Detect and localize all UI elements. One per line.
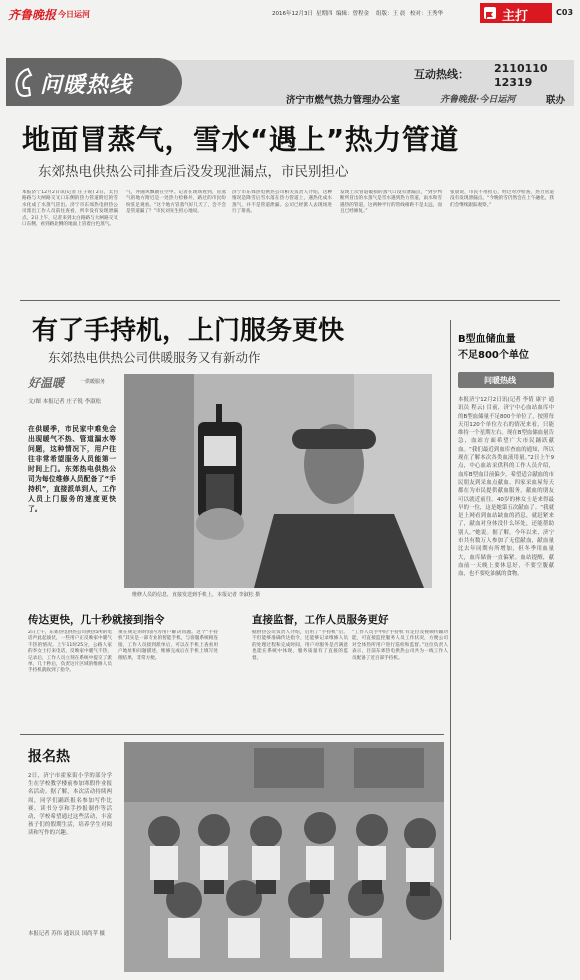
joint-label: 联办 [546,95,566,106]
warmth-logo-text: 好温暖 [28,376,65,390]
story2-byline: 文/图 本报记者 庄子锐 李淑松 [28,399,102,405]
section-tab [480,3,552,23]
blood-story-label-text: 问暖热线 [484,376,516,385]
blood-story-title-2: 不足800个单位 [458,350,529,361]
paper-name: 齐鲁晚报·今日运河 [440,95,516,105]
photo-caption: 维修人员的信息，直接发送到手机上，本报记者 李淑松 摄 [132,592,261,598]
page-number: C03 [556,8,574,17]
subsection-2-text: 据供热公司负责人介绍，启用了“手持机”后，不但能够准确传达指令，还能够记录维修人员的处理过程和完成时间，用户对服务是否满意也能在系统中体现，服务质量有了直接的监督。 [252,630,348,661]
story3-byline: 本报记者 苏伟 通讯员 国尚苹 摄 [28,931,105,937]
story1-headline: 地面冒蒸气，雪水“遇上”热力管道 [22,123,459,156]
column-title-block [6,58,182,106]
story1-column: 张晨说，市民不用担心，经过对沙检查，热力管道没有发现泄漏点。“今晚的雪仍然会在上午融化，我们会继续跟踪观察。” [450,190,554,208]
story1-column: 气，并随风飘散在空中。记者在现场看到，冒蒸气的地方附近是一处热力检修井，路过的市民纷纷驻足观看。“这个地方冒蒸气好几天了，会不会是管道漏了？”市民刘先生担心地说。 [126,190,226,215]
subsection-1-text: 2日上午，东郊热电供热公司供热5所的电话声此起彼伏，一些用户正反映家中暖气不热的情况。上午11时25分，公路人家的李女士打来电话，反映家中暖气不热，记录后，工作人员立刻在系统中提交了派单，几十秒后，负责这片区域的维修人员手持机就收到了指令。 [28,630,112,674]
blood-story-title-1: B型血储血量 [458,334,516,345]
blood-story-label [458,372,554,388]
section-name: 主打 [502,9,529,24]
newspaper-logo-icon: 齐鲁晚报 [8,8,57,22]
column-title: 问暖热线 [40,73,133,98]
story1-column: 本报济宁12月2日讯(记者 庄子锐) 2日，太白路路与大闸路交叉口东侧的热力管道附近的雪水化成了水蒸气冒出。济宁市东郊热电供热公司派出工作人员前往查看，所幸没有发现泄漏点。2日上午，记者来到太白路路与大闸路交叉口东侧，看到路北侧的地面上冒着白色蒸气。 [22,190,118,228]
students-photo [124,742,444,972]
story1-column: 发现上次管道破损的蒸气口没有泄漏点，“到少判断所冒出的水蒸气是雪水遇到热力管道，雨水和雪遇热的管道，这两种平行的管线相距不是太远，而且已经修复。” [340,190,442,215]
story3-headline: 报名热 [28,749,70,765]
warmth-logo [28,372,122,392]
proofreader: 校对：王秀华 [410,11,444,17]
handheld-device-photo [124,374,432,588]
story2-headline: 有了手持机，上门服务更快 [32,316,345,346]
story2-lead: 在供暖季，市民家中难免会出现暖气不热、管道漏水等问题，这种情况下，用户往往非常希望服务人员能第一时间上门。东郊热电供热公司为每位维修人员配备了“手持机”，直接派单到人，工作人员上门服务的速度更快了。 [28,425,116,513]
story1-subheadline: 东郊热电供热公司排查后没发现泄漏点，市民别担心 [38,164,349,180]
hotline-label: 互动热线： [414,68,469,81]
issue-date: 2016年12月3日 [272,11,313,17]
hotline-number-1: 2110110 [494,62,548,75]
organizer: 济宁市燃气热力管理办公室 [286,95,401,106]
blood-story-text: 本报济宁12月2日讯(记者 李倩 康宇 通讯员 程云) 目前，济宁中心血站血库中的B型血储量不足800个单位了，按照每天用120个单位左右的情况来看，只能维持一个星期左右。现在B型血储血量告急，血站方面希望广大市民踊跃献血。“我们最近到血库查血的通知，所以现在了解本次各类血液用量。”2日上午9点，中心血站采供科的工作人员介绍，血库B型血目前偏少，希望适合献血的市民朋友到采血点献血。四家采血屋每天都在为市民提供献血服务，献血的朋友可以就近前往。40岁的林女士是来得最早的一位，这是她第五次献血了。“我就是上网看到血站缺血的消息，就赶紧来了，献血对身体没什么坏处，还能帮助别人。”她说。据了解，今年以来，济宁市共有数万人参加了无偿献血，献血量比去年同期有所增加，但冬季用血量大，血库储备一直偏紧。血站提醒，献血前一天晚上要休息好，不要空腹献血，也不要吃油腻的食物。 [458,397,554,578]
weekday: 星期四 [316,11,333,17]
hotline-number-2: 12319 [494,76,533,89]
designer: 组版：王 晨 [376,11,406,17]
subsection-1-text: 须在规定的时间内为用户解决问题。这个“手持机”其实是一部专业的智能手机，与客服系统相连接，工作人员接到派单后，可以在手机上查看用户地址和问题描述，维修完成后在手机上填写处理结果，非常方便。 [118,630,218,661]
subsection-2-text: “工作人员手中的‘手持机’有定位及视频传输功能，可直接监控服务人员工作状况，方便公司对全体热所用户进行巡检和监督。”这位负责人表示，目前东郊热电供热公司共为一线工作人员配备了近百部手持机。 [352,630,448,661]
story1-column: 济宁市东郊热电供热公司相关负责人介绍，这种情况是降雪后雪水落在热力管道上，遇热化成水蒸气，并不是管道泄漏。公司已经派人去现场进行了排查。 [232,190,332,215]
editor: 编辑：曾程金 [336,11,370,17]
section-flag-icon [484,7,496,19]
divider [20,734,444,735]
masthead [0,0,580,26]
story3-text: 2日，济宁市霍家街小学的部分学生在学校教学楼前参加寒假作业报名活动。据了解，本次活动持续两周，同学们踊跃报名参加写作比赛、读书分享和手抄报制作等活动，学校希望通过这些活动，丰富孩子们的假期生活，培养学生对阅读和写作的兴趣。 [28,773,112,837]
edition-name: 今日运河 [58,10,90,19]
story2-subheadline: 东郊热电供热公司供暖服务又有新动作 [48,350,261,365]
subsection-title-2: 直接监督，工作人员服务更好 [252,614,389,626]
subsection-title-1: 传达更快，几十秒就接到指令 [28,614,165,626]
divider [20,300,560,301]
divider [450,320,451,940]
warmth-logo-small: 一供暖服务 [80,379,106,385]
